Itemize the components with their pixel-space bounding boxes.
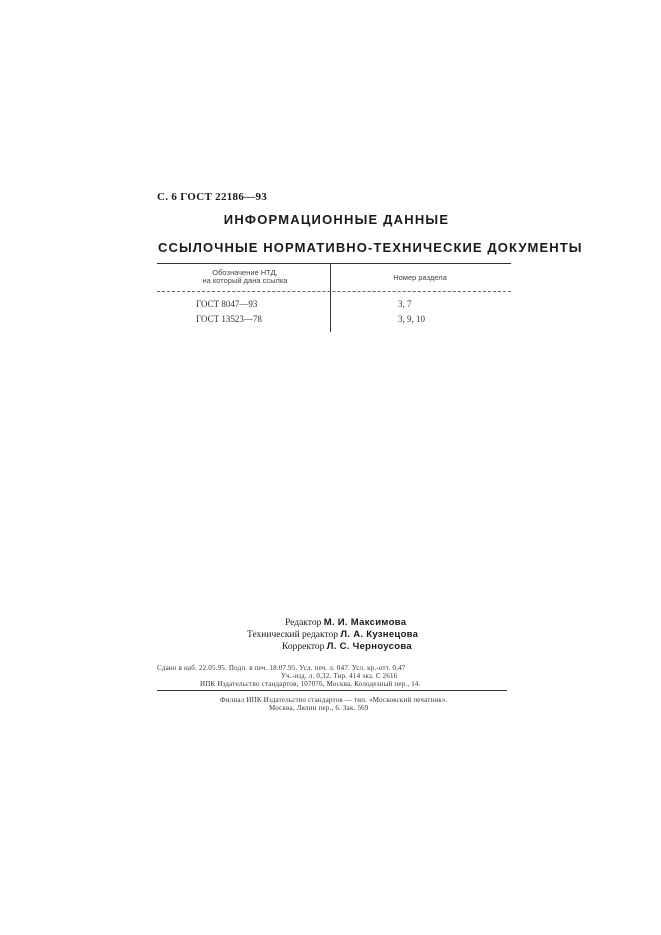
col-header-document-line1: Обозначение НТД, <box>212 268 278 277</box>
tech-editor-name: Л. А. Кузнецова <box>340 629 419 640</box>
col-header-document-line2: на который дана ссылка <box>202 276 288 285</box>
table-row-2-doc: ГОСТ 13523—78 <box>196 314 262 324</box>
imprint-line-1: Сдано в наб. 22.05.95. Подп. в печ. 18.07.95. Усл. печ. л. 047. Усл. кр.-отт. 0,47 <box>157 664 406 672</box>
editor-line <box>285 617 406 628</box>
table-row-1-doc: ГОСТ 8047—93 <box>196 299 258 309</box>
col-header-document <box>170 269 320 285</box>
section-title: ИНФОРМАЦИОННЫЕ ДАННЫЕ <box>223 212 450 227</box>
imprint-line-4: Филиал ИПК Издательство стандартов — тип. «Московский печатник». <box>220 696 448 704</box>
editor-name: М. И. Максимова <box>323 617 407 628</box>
imprint-line-5: Москва, Лялин пер., 6. Зак. 569 <box>269 704 369 712</box>
page-header: С. 6 ГОСТ 22186—93 <box>157 191 268 203</box>
table-row-1-section: 3, 7 <box>398 299 412 309</box>
imprint-rule <box>157 690 507 691</box>
editor-role: Редактор <box>285 618 322 628</box>
corrector-role: Корректор <box>282 642 325 652</box>
tech-editor-role: Технический редактор <box>247 630 338 640</box>
table-row-2-section: 3, 9, 10 <box>398 314 425 324</box>
table-header-rule <box>157 291 511 292</box>
tech-editor-line <box>247 629 418 640</box>
col-header-section: Номер раздела <box>393 273 447 282</box>
imprint-line-3: ИПК Издательство стандартов, 107076, Москва, Колодезный пер., 14. <box>200 680 421 688</box>
corrector-name: Л. С. Черноусова <box>326 641 412 652</box>
table-column-divider <box>330 264 331 332</box>
corrector-line <box>282 641 412 652</box>
table-top-rule <box>157 263 511 264</box>
imprint-line-2: Уч.-изд. л. 0,32. Тир. 414 экз. С 2616 <box>281 672 398 680</box>
section-subtitle: ССЫЛОЧНЫЕ НОРМАТИВНО-ТЕХНИЧЕСКИЕ ДОКУМЕНТЫ <box>158 240 583 255</box>
